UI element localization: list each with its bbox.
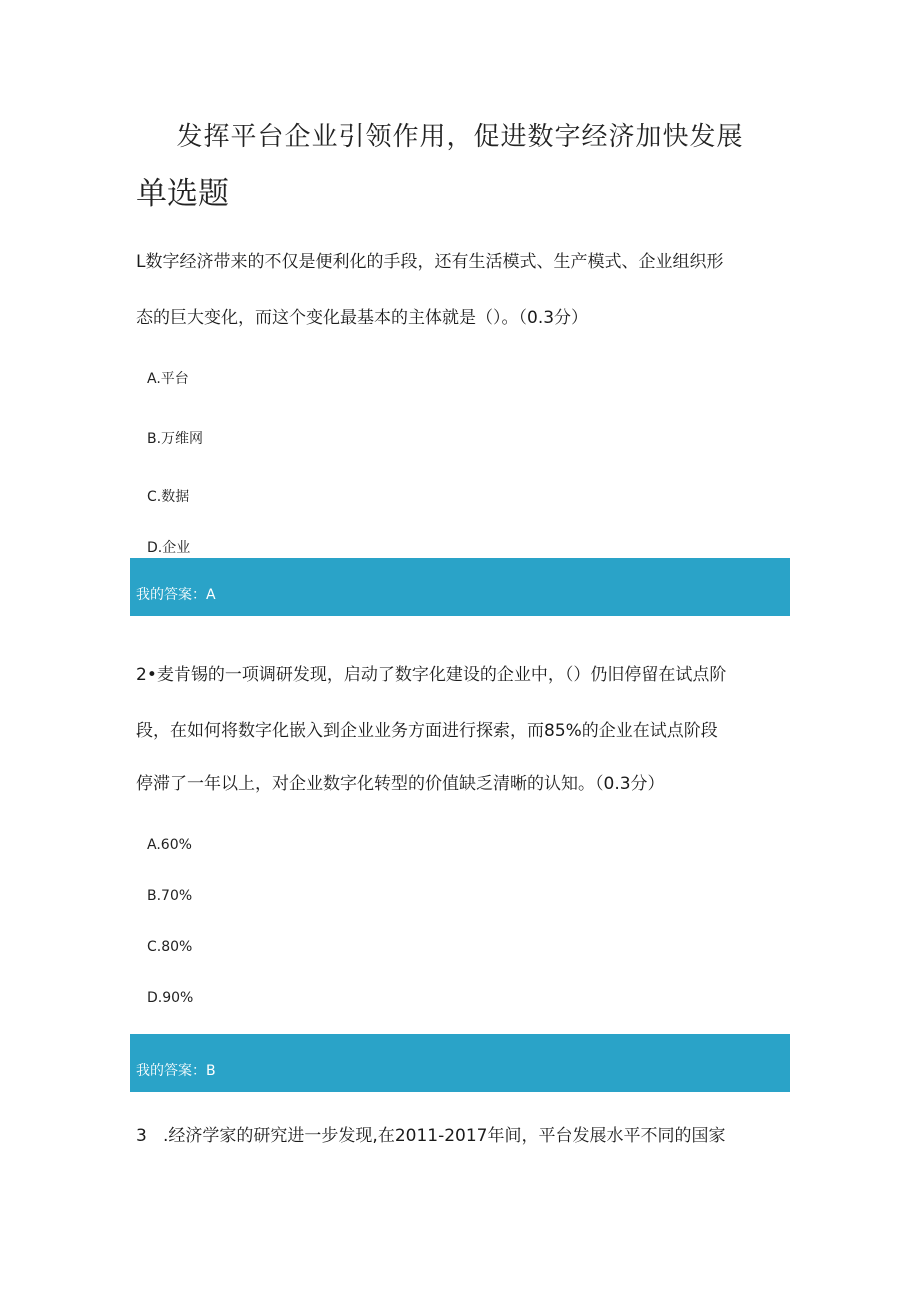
question-2-option-d[interactable]: D.90% [147, 990, 194, 1006]
question-1-option-a[interactable]: A.平台 [147, 371, 189, 387]
question-2-answer-bar [130, 1034, 790, 1092]
question-2-option-a[interactable]: A.60% [147, 837, 192, 853]
question-2-text-line-1: 2•麦肯锡的一项调研发现，启动了数字化建设的企业中，（）仍旧停留在试点阶 [136, 665, 727, 685]
question-2-text-line-2: 段，在如何将数字化嵌入到企业业务方面进行探索，而85%的企业在试点阶段 [136, 721, 718, 741]
question-1-answer: 我的答案：A [136, 587, 216, 603]
question-2-text-line-3: 停滞了一年以上，对企业数字化转型的价值缺乏清晰的认知。（0.3分） [136, 774, 665, 794]
question-1-text-line-1: L数字经济带来的不仅是便利化的手段，还有生活模式、生产模式、企业组织形 [136, 252, 724, 272]
question-1-option-d[interactable]: D.企业 [147, 540, 191, 556]
question-1-option-c[interactable]: C.数据 [147, 489, 190, 505]
question-1-option-b[interactable]: B.万维网 [147, 431, 204, 447]
document-title: 发挥平台企业引领作用，促进数字经济加快发展 [176, 122, 744, 152]
question-2-answer: 我的答案：B [136, 1063, 216, 1079]
question-2-option-b[interactable]: B.70% [147, 888, 193, 904]
section-title: 单选题 [136, 176, 229, 212]
question-2-option-c[interactable]: C.80% [147, 939, 193, 955]
question-1-answer-bar [130, 558, 790, 616]
question-3-text-line-1: 3 .经济学家的研究进一步发现,在2011-2017年间，平台发展水平不同的国家 [136, 1126, 726, 1146]
question-1-text-line-2: 态的巨大变化，而这个变化最基本的主体就是（）。（0.3分） [136, 308, 589, 328]
